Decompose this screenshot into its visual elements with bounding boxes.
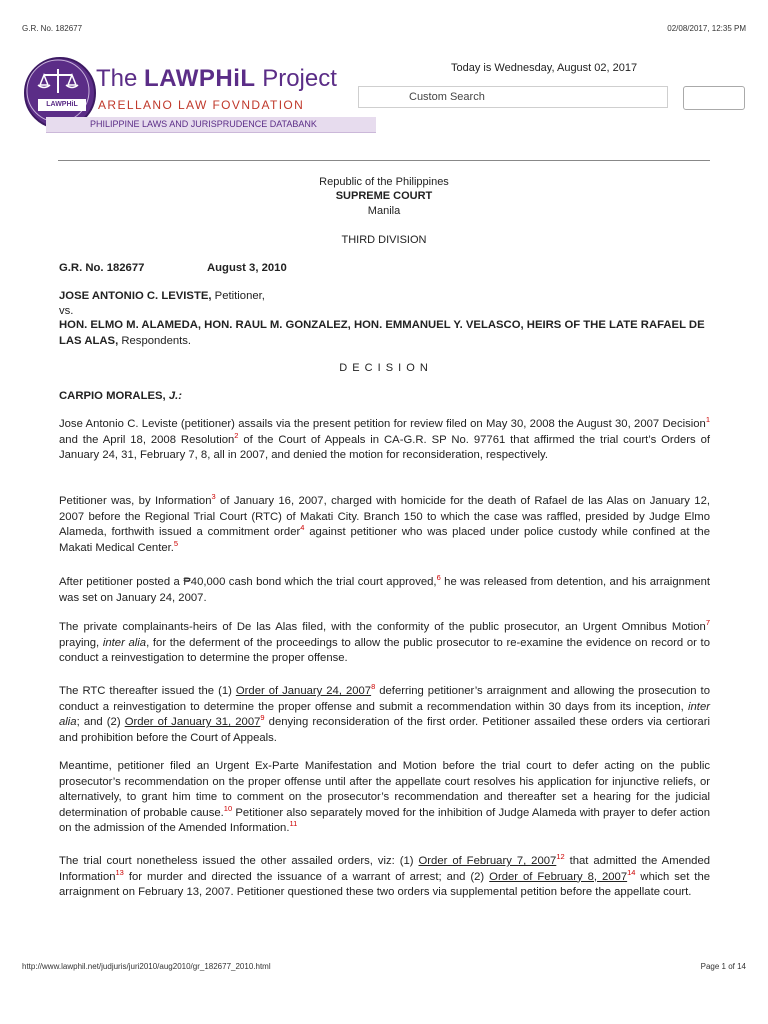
gr-number: G.R. No. 182677 bbox=[59, 262, 145, 274]
order-link[interactable]: Order of February 8, 2007 bbox=[489, 870, 628, 883]
logo-strip-text: PHILIPPINE LAWS AND JURISPRUDENCE DATABANK bbox=[90, 119, 317, 129]
decision-date: August 3, 2010 bbox=[207, 262, 287, 274]
search-input[interactable]: Custom Search bbox=[358, 86, 668, 108]
today-date: Today is Wednesday, August 02, 2017 bbox=[451, 62, 638, 74]
footnote-link[interactable]: 13 bbox=[115, 867, 124, 877]
footnote-link[interactable]: 11 bbox=[289, 819, 298, 829]
division: THIRD DIVISION bbox=[341, 234, 427, 246]
paragraph-2: Petitioner was, by Information$^3$ of January 16, 2007, charged with homicide for the death of Rafael de las Alas on January 12, 2007 before the Regional Trial Court (RTC) of Makati City. Branch 150 to which the case was raffled, presided by Judge Elmo Alameda, forthwith issued a commitment order$^4$ against petitioner who was placed under police custody while confined at the Makati Medical Center.$^5$ bbox=[59, 492, 711, 554]
footnote-link[interactable]: 3 bbox=[211, 492, 216, 502]
site-logo[interactable] bbox=[24, 57, 359, 135]
versus: vs. bbox=[59, 305, 74, 317]
paragraph-5: The RTC thereafter issued the (1) Order of January 24, 2007$^8$ deferring petitioner’s arraignment and allowing the prosecution to conduct a reinvestigation to determine the proper offense and submit a recommendation within 30 days from its inception, inter alia; and (2) Order of January 31, 2007$^9$ denying reconsideration of the first order. Petitioner assailed these orders via certiorari and prohibition before the Court of Appeals. bbox=[59, 682, 710, 744]
logo-title: The LAWPHiL Project bbox=[96, 65, 337, 92]
court-city: Manila bbox=[367, 205, 401, 217]
logo-brand: LAWPHiL bbox=[144, 65, 256, 92]
court-name: SUPREME COURT bbox=[335, 190, 433, 202]
footnote-link[interactable]: 2 bbox=[234, 430, 239, 440]
print-datetime: 02/08/2017, 12:35 PM bbox=[667, 24, 746, 33]
footnote-link[interactable]: 10 bbox=[223, 804, 233, 814]
case-number-line bbox=[59, 261, 710, 277]
print-url: http://www.lawphil.net/judjuris/juri2010/aug2010/gr_182677_2010.html bbox=[22, 962, 271, 971]
footnote-link[interactable]: 4 bbox=[300, 523, 305, 533]
respondents: HON. ELMO M. ALAMEDA, HON. RAUL M. GONZALEZ, HON. EMMANUEL Y. VELASCO, HEIRS OF THE LATE RAFAEL DE LAS ALAS, Respondents. bbox=[59, 319, 705, 347]
logo-subtitle: ARELLANO LAW FOVNDATION bbox=[98, 98, 305, 112]
footnote-link[interactable]: 12 bbox=[556, 852, 565, 862]
footnote-link[interactable]: 14 bbox=[627, 867, 636, 877]
footnote-link[interactable]: 5 bbox=[173, 539, 179, 549]
ponente: CARPIO MORALES, J.: bbox=[59, 390, 183, 402]
order-link[interactable]: Order of January 31, 2007 bbox=[124, 716, 261, 729]
footnote-link[interactable]: 1 bbox=[705, 415, 710, 425]
footnote-link[interactable]: 6 bbox=[436, 573, 441, 583]
petitioner-line: JOSE ANTONIO C. LEVISTE, Petitioner, bbox=[59, 290, 265, 302]
page-number: Page 1 of 14 bbox=[700, 962, 746, 971]
paragraph-3: After petitioner posted a ₱40,000 cash bond which the trial court approved,$^6$ he was released from detention, and his arraignment was set on January 24, 2007. bbox=[59, 573, 710, 604]
footnote-link[interactable]: 8 bbox=[371, 682, 376, 692]
header-divider bbox=[58, 160, 710, 161]
seal-label: LAWPHiL bbox=[38, 99, 86, 111]
paragraph-6: Meantime, petitioner filed an Urgent Ex-Parte Manifestation and Motion before the trial court to defer acting on the public prosecutor’s recommendation on the proper offense until after the appellate court resolves his application for injunctive reliefs, or alternatively, to grant him time to comment on the prosecutor’s recommendation and thereafter set a hearing for the judicial determination of probable cause.$^{10}$ Petitioner also separately moved for the inhibition of Judge Alameda with prayer to defer action on the admission of the Amended Information.$^{11}$ bbox=[59, 760, 710, 835]
footnote-link[interactable]: 9 bbox=[260, 713, 265, 723]
republic: Republic of the Philippines bbox=[319, 176, 449, 188]
order-link[interactable]: Order of January 24, 2007 bbox=[235, 685, 372, 697]
decision-heading: D E C I S I O N bbox=[339, 362, 429, 374]
paragraph-7: The trial court nonetheless issued the other assailed orders, viz: (1) Order of February 7, 2007$^{12}$ that admitted the Amended Information$^{13}$ for murder and directed the issuance of a warrant of arrest; and (2) Order of February 8, 2007$^{14}$ which set the arraignment on February 13, 2007. Petitioner questioned these two orders via supplemental petition before the appellate court. bbox=[59, 852, 711, 899]
footnote-link[interactable]: 7 bbox=[705, 618, 710, 628]
paragraph-1: Jose Antonio C. Leviste (petitioner) assails via the present petition for review filed on May 30, 2008 the August 30, 2007 Decision$^1$ and the April 18, 2008 Resolution$^2$ of the Court of Appeals in CA-G.R. SP No. 97761 that affirmed the trial court’s Orders of January 24, 31, February 7, 8, all in 2007, and denied the motion for reconsideration, respectively. bbox=[59, 415, 710, 462]
print-title: G.R. No. 182677 bbox=[22, 24, 83, 33]
search-button[interactable] bbox=[683, 86, 745, 110]
order-link[interactable]: Order of February 7, 2007 bbox=[418, 855, 557, 867]
paragraph-4: The private complainants-heirs of De las Alas filed, with the conformity of the public prosecutor, an Urgent Omnibus Motion$^7$ praying, inter alia, for the deferment of the proceedings to allow the public prosecutor to re-examine the evidence on record or to conduct a reinvestigation to determine the proper offense. bbox=[59, 618, 710, 665]
logo-strip bbox=[46, 117, 376, 133]
